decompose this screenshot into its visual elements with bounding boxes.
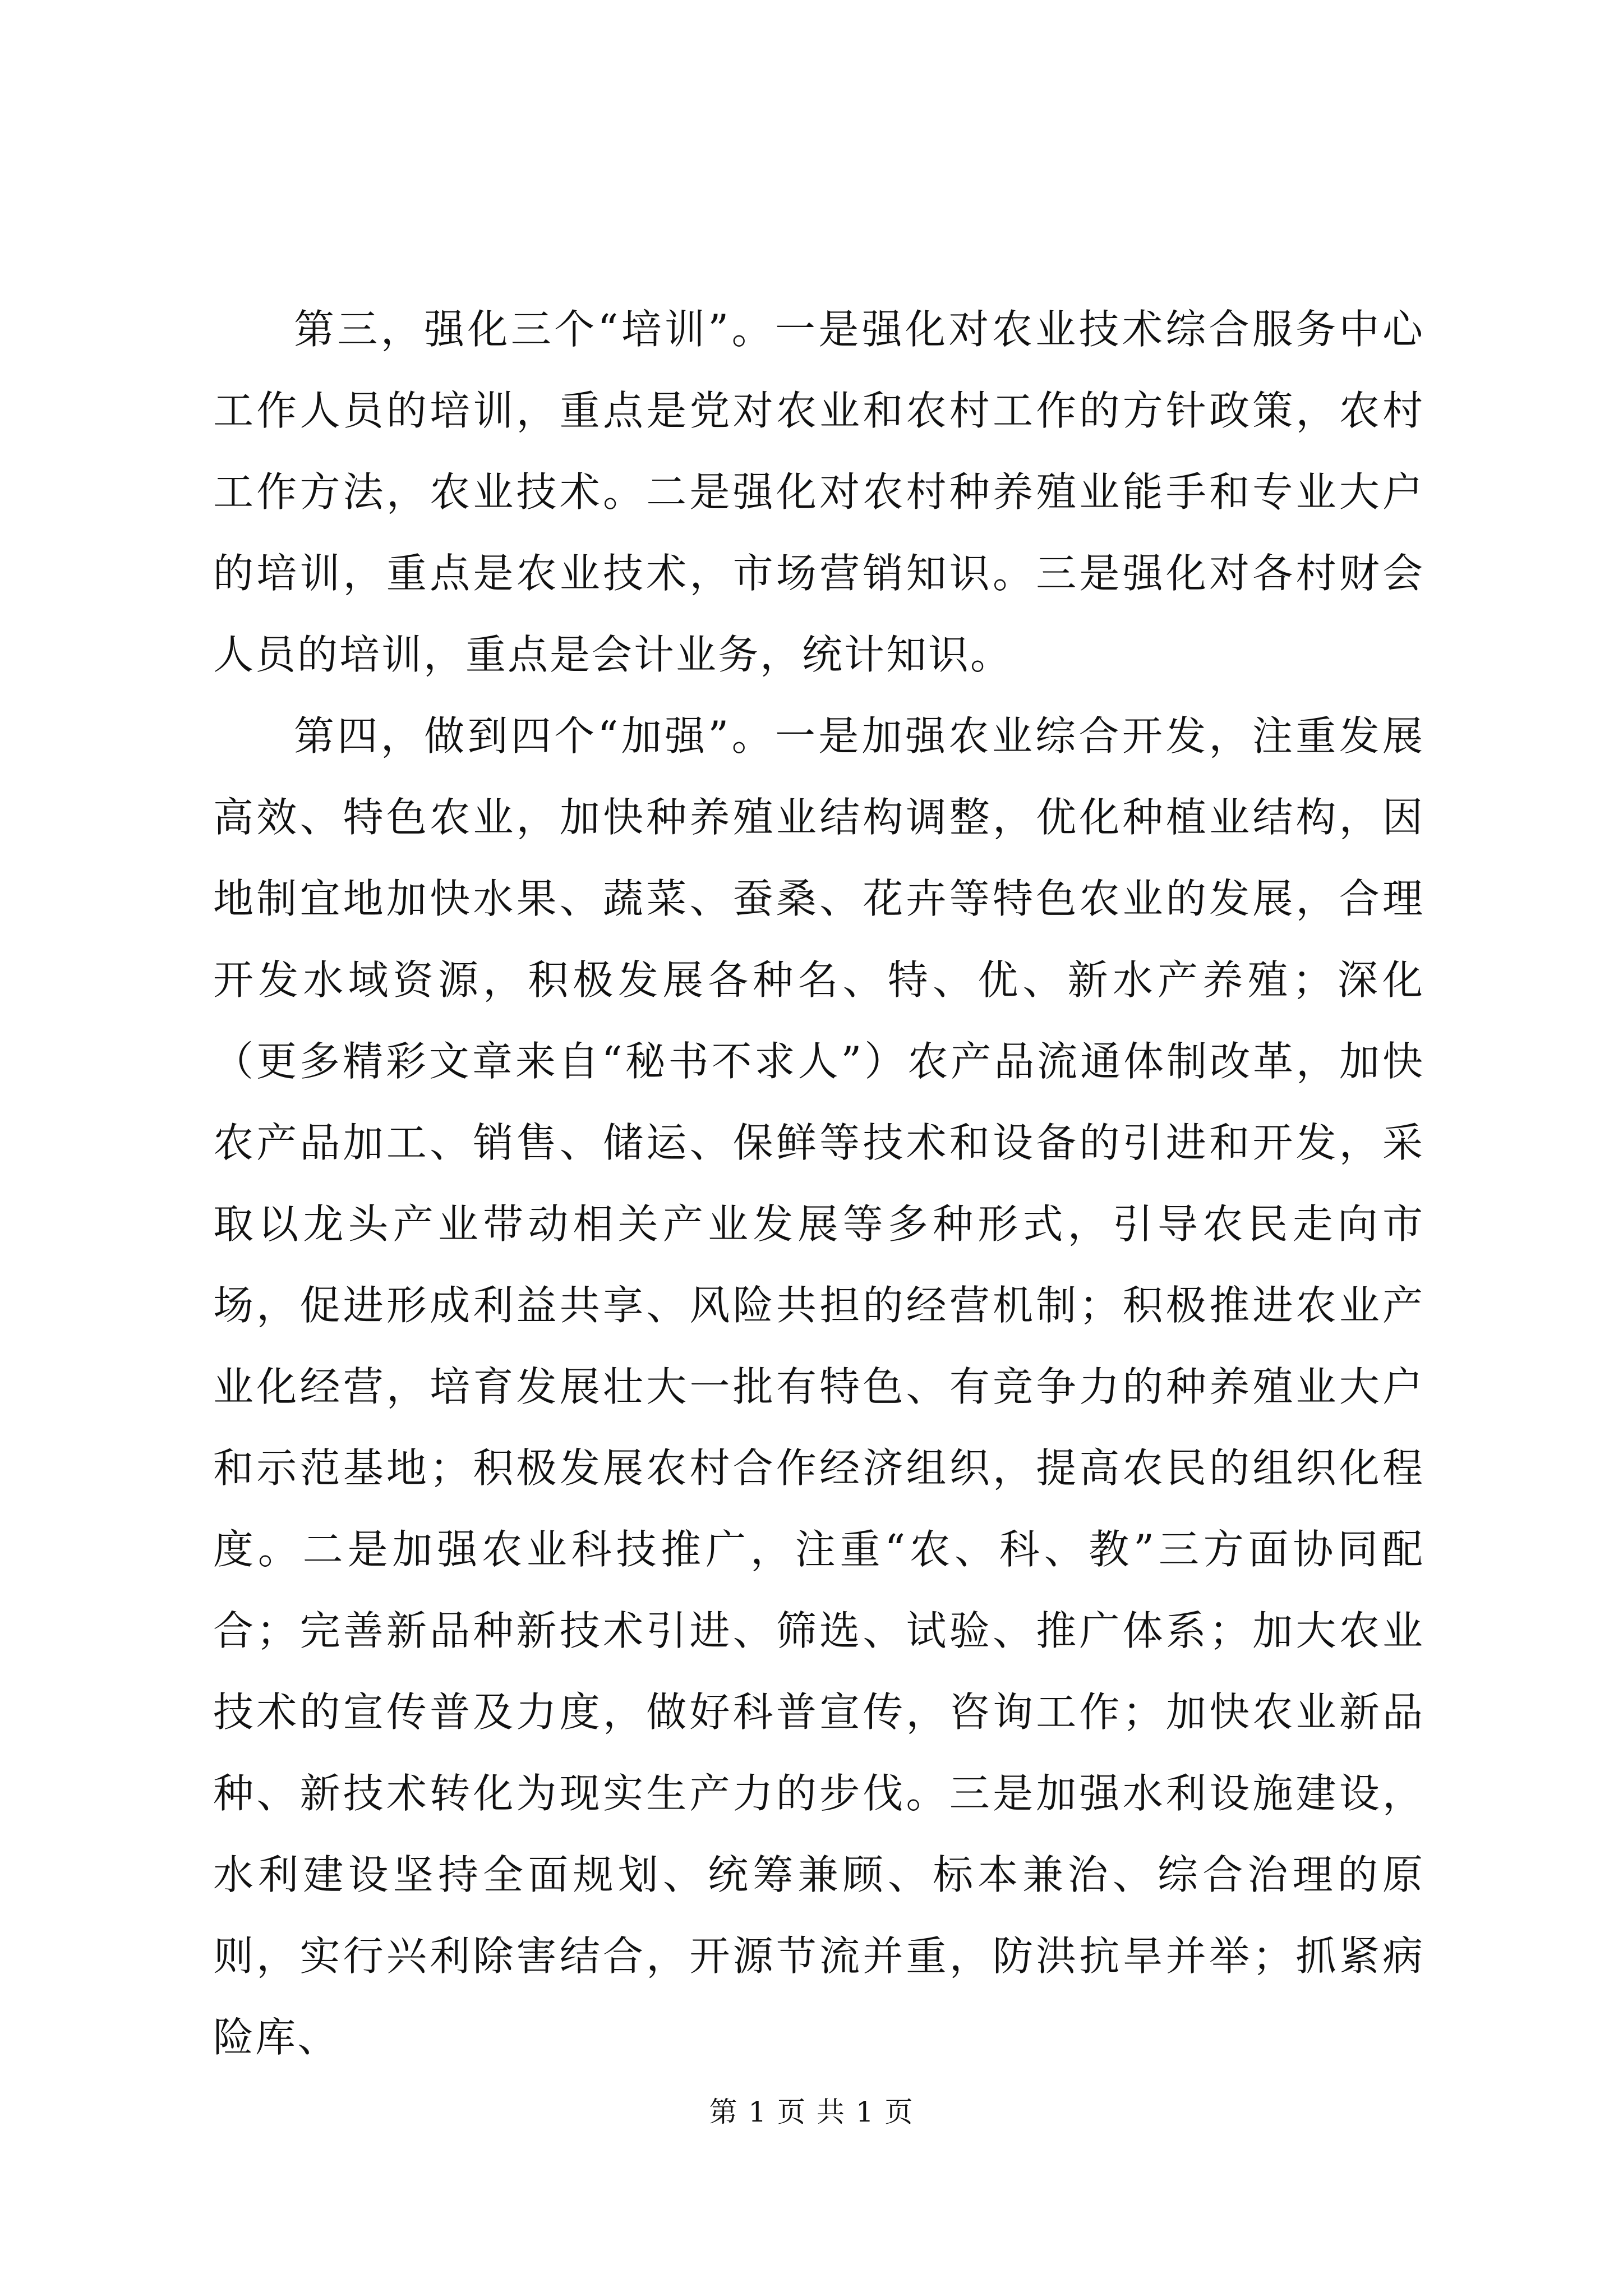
paragraph-strengthening: 第四，做到四个“加强”。一是加强农业综合开发，注重发展高效、特色农业，加快种养殖业结构调整，优化种植业结构，因地制宜地加快水果、蔬菜、蚕桑、花卉等特色农业的发展，合理开发水域资源，积极发展各种名、特、优、新水产养殖；深化（更多精彩文章来自“秘书不求人”）农产品流通体制改革，加快农产品加工、销售、储运、保鲜等技术和设备的引进和开发，采取以龙头产业带动相关产业发展等多种形式，引导农民走向市场，促进形成利益共享、风险共担的经营机制；积极推进农业产业化经营，培育发展壮大一批有特色、有竞争力的种养殖业大户和示范基地；积极发展农村合作经济组织，提高农民的组织化程度。二是加强农业科技推广，注重“农、科、教”三方面协同配合；完善新品种新技术引进、筛选、试验、推广体系；加大农业技术的宣传普及力度，做好科普宣传，咨询工作；加快农业新品种、新技术转化为现实生产力的步伐。三是加强水利设施建设，水利建设坚持全面规划、统筹兼顾、标本兼治、综合治理的原则，实行兴利除害结合，开源节流并重，防洪抗旱并举；抓紧病险库、 [213, 712, 1424, 2061]
paragraph-training: 第三，强化三个“培训”。一是强化对农业技术综合服务中心工作人员的培训，重点是党对农业和农村工作的方针政策，农村工作方法，农业技术。二是强化对农村种养殖业能手和专业大户的培训，重点是农业技术，市场营销知识。三是强化对各村财会人员的培训，重点是会计业务，统计知识。 [213, 306, 1424, 678]
document-body [213, 289, 1424, 2078]
page-footer: 第 1 页 共 1 页 [709, 2096, 914, 2128]
